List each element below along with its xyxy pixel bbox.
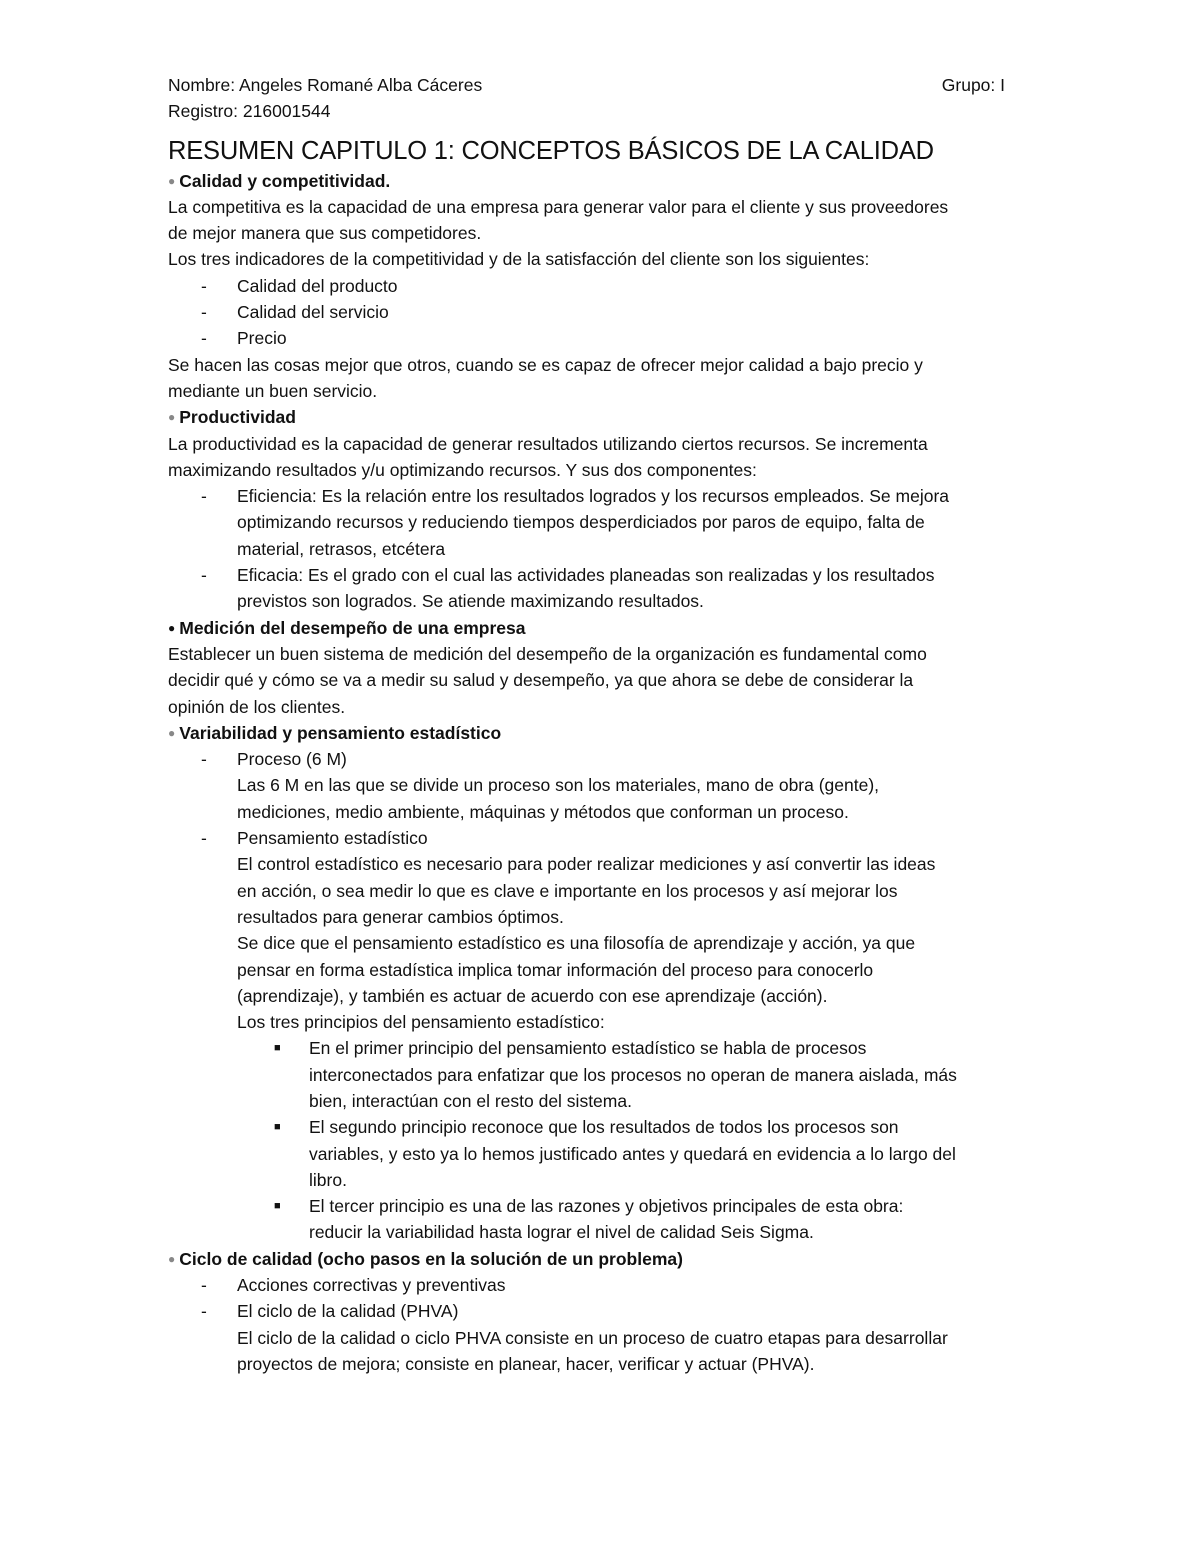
document-page xyxy=(168,72,1048,1377)
paragraph: Establecer un buen sistema de medición del desempeño de la organización es fundamental como xyxy=(168,643,927,664)
list-item-text: El control estadístico es necesario para poder realizar mediciones y así convertir las ideas xyxy=(237,854,936,875)
principle-item-continuation: interconectados para enfatizar que los procesos no operan de manera aislada, más xyxy=(309,1064,957,1085)
principle-item-continuation: bien, interactúan con el resto del sistema. xyxy=(309,1090,632,1111)
dash-icon: - xyxy=(201,275,207,296)
list-item-text: (aprendizaje), y también es actuar de acuerdo con ese aprendizaje (acción). xyxy=(237,985,828,1006)
dash-icon: - xyxy=(201,328,207,349)
list-item-text: El ciclo de la calidad o ciclo PHVA consiste en un proceso de cuatro etapas para desarrollar xyxy=(237,1327,948,1348)
square-bullet-icon: ■ xyxy=(274,1121,281,1134)
dash-icon: - xyxy=(201,828,207,849)
document-title: RESUMEN CAPITULO 1: CONCEPTOS BÁSICOS DE LA CALIDAD xyxy=(168,136,934,165)
list-item-continuation: optimizando recursos y reduciendo tiempos desperdiciados por paros de equipo, falta de xyxy=(237,512,925,533)
bullet-icon: ● xyxy=(168,620,176,635)
paragraph: La competitiva es la capacidad de una empresa para generar valor para el cliente y sus proveedores xyxy=(168,196,949,217)
bullet-icon: ● xyxy=(168,410,176,425)
section-heading-calidad: ● Calidad y competitividad. xyxy=(168,170,391,191)
list-item-text: Las 6 M en las que se divide un proceso son los materiales, mano de obra (gente), xyxy=(237,775,880,796)
principle-item: ■ El segundo principio reconoce que los resultados de todos los procesos son xyxy=(168,1114,1048,1140)
list-item: - Calidad del servicio xyxy=(168,299,1048,325)
list-item: - El ciclo de la calidad (PHVA) xyxy=(168,1298,1048,1324)
bullet-icon: ● xyxy=(168,725,176,740)
paragraph: La productividad es la capacidad de generar resultados utilizando ciertos recursos. Se incrementa xyxy=(168,433,928,454)
principle-item: ■ En el primer principio del pensamiento estadístico se habla de procesos xyxy=(168,1035,1048,1061)
bullet-icon: ● xyxy=(168,1251,176,1266)
principle-item-continuation: variables, y esto ya lo hemos justificado antes y quedará en evidencia a lo largo del xyxy=(309,1143,956,1164)
section-heading-variabilidad: ● Variabilidad y pensamiento estadístico xyxy=(168,722,502,743)
list-item-text: proyectos de mejora; consiste en planear, hacer, verificar y actuar (PHVA). xyxy=(237,1353,815,1374)
section-heading-ciclo: ● Ciclo de calidad (ocho pasos en la solución de un problema) xyxy=(168,1248,683,1269)
paragraph: decidir qué y cómo se va a medir su salud y desempeño, ya que ahora se debe de considerar la xyxy=(168,670,914,691)
list-item-text: mediciones, medio ambiente, máquinas y métodos que conforman un proceso. xyxy=(237,801,849,822)
bullet-icon: ● xyxy=(168,173,176,188)
dash-icon: - xyxy=(201,1275,207,1296)
dash-icon: - xyxy=(201,1301,207,1322)
paragraph: maximizando resultados y/u optimizando recursos. Y sus dos componentes: xyxy=(168,459,757,480)
list-item-text: pensar en forma estadística implica tomar información del proceso para conocerlo xyxy=(237,959,874,980)
list-item: - Calidad del producto xyxy=(168,273,1048,299)
principle-item-continuation: reducir la variabilidad hasta lograr el nivel de calidad Seis Sigma. xyxy=(309,1222,814,1243)
square-bullet-icon: ■ xyxy=(274,1200,281,1213)
paragraph: Los tres indicadores de la competitividad y de la satisfacción del cliente son los siguientes: xyxy=(168,249,870,270)
list-item-continuation: material, retrasos, etcétera xyxy=(237,538,446,559)
list-item-text: Se dice que el pensamiento estadístico es una filosofía de aprendizaje y acción, ya que xyxy=(237,933,916,954)
list-item: - Acciones correctivas y preventivas xyxy=(168,1272,1048,1298)
section-heading-productividad: ● Productividad xyxy=(168,407,296,428)
student-name: Nombre: Angeles Romané Alba Cáceres xyxy=(168,75,483,95)
registry-number: Registro: 216001544 xyxy=(168,101,331,122)
list-item: - Precio xyxy=(168,325,1048,351)
paragraph: mediante un buen servicio. xyxy=(168,380,378,401)
paragraph: Se hacen las cosas mejor que otros, cuando se es capaz de ofrecer mejor calidad a bajo precio y xyxy=(168,354,923,375)
list-item-text: en acción, o sea medir lo que es clave e importante en los procesos y así mejorar los xyxy=(237,880,898,901)
paragraph: de mejor manera que sus competidores. xyxy=(168,223,482,244)
square-bullet-icon: ■ xyxy=(274,1042,281,1055)
list-item: - Pensamiento estadístico xyxy=(168,825,1048,851)
list-item: - Eficacia: Es el grado con el cual las actividades planeadas son realizadas y los resultados xyxy=(168,562,1048,588)
principle-item-continuation: libro. xyxy=(309,1169,347,1190)
list-item: - Eficiencia: Es la relación entre los resultados logrados y los recursos empleados. Se mejora xyxy=(168,483,1048,509)
header-row xyxy=(168,72,1005,98)
dash-icon: - xyxy=(201,565,207,586)
paragraph: opinión de los clientes. xyxy=(168,696,346,717)
list-item-text: resultados para generar cambios óptimos. xyxy=(237,906,564,927)
list-item: - Proceso (6 M) xyxy=(168,746,1048,772)
list-item-text: Los tres principios del pensamiento estadístico: xyxy=(237,1012,605,1033)
list-item-continuation: previstos son logrados. Se atiende maximizando resultados. xyxy=(237,591,704,612)
dash-icon: - xyxy=(201,749,207,770)
group-label: Grupo: I xyxy=(941,75,1005,95)
dash-icon: - xyxy=(201,302,207,323)
principle-item: ■ El tercer principio es una de las razones y objetivos principales de esta obra: xyxy=(168,1193,1048,1219)
section-heading-medicion: ● Medición del desempeño de una empresa xyxy=(168,617,526,638)
dash-icon: - xyxy=(201,486,207,507)
